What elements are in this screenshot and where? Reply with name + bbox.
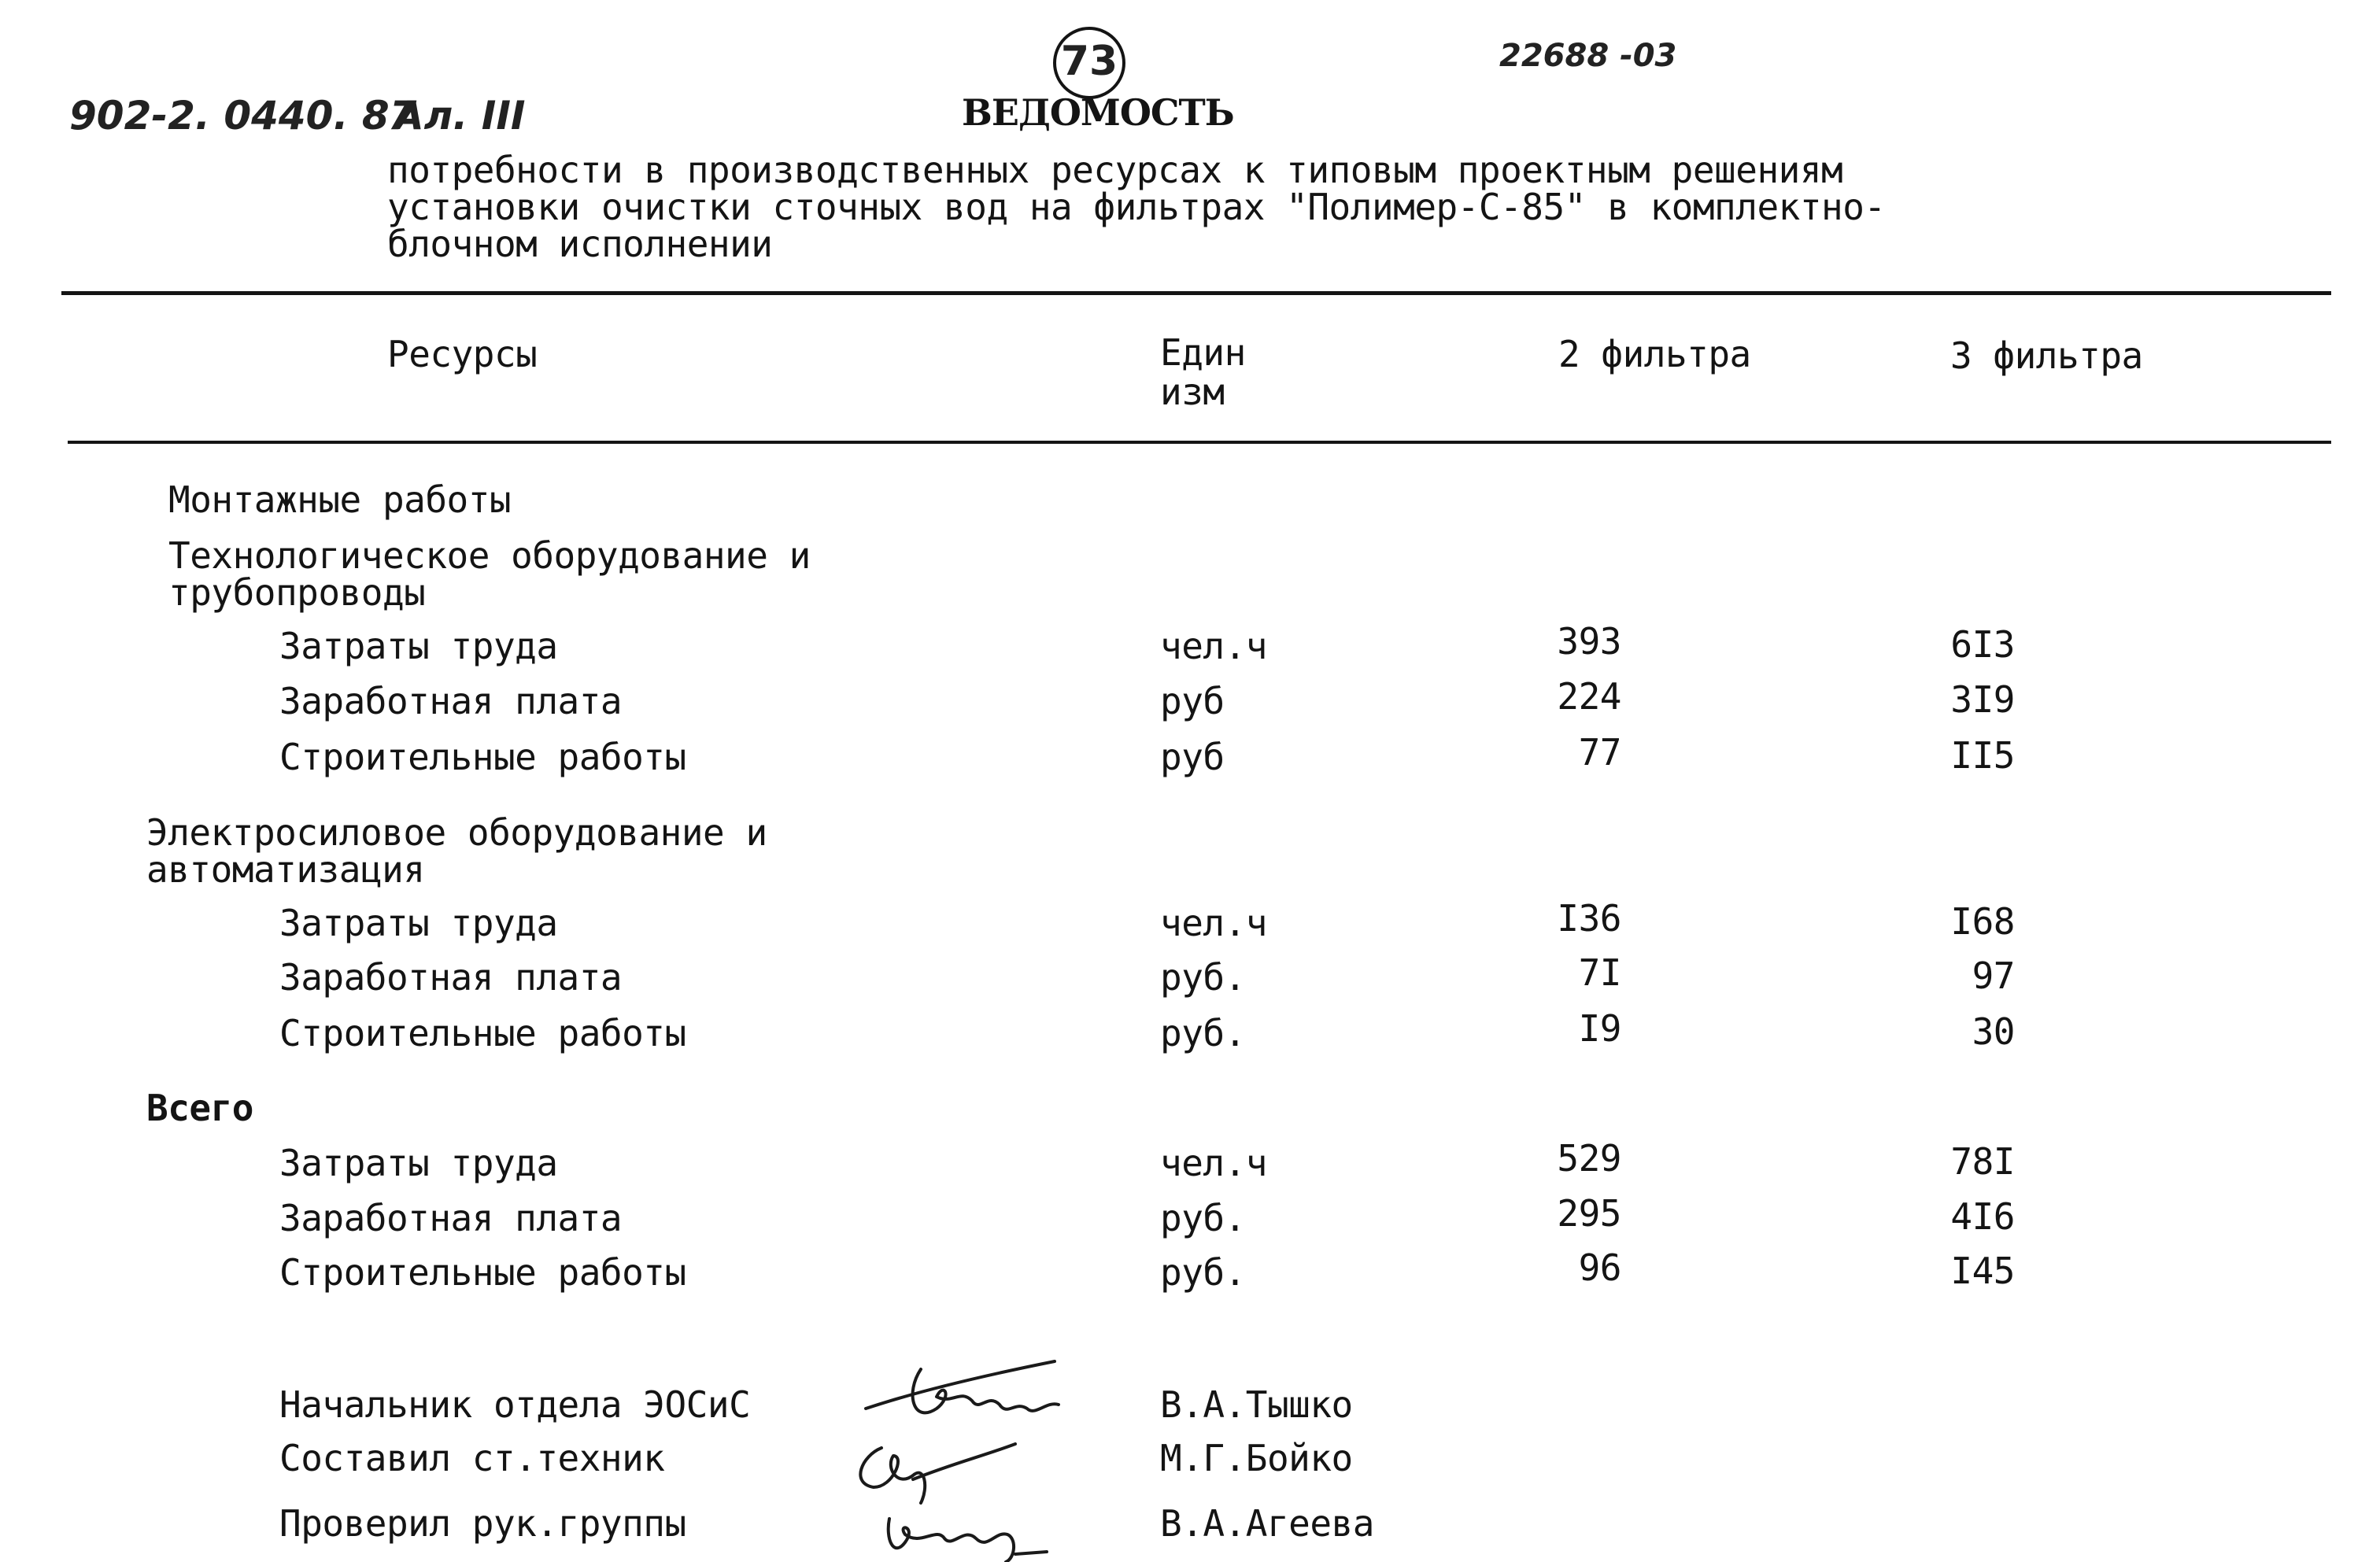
row-value-2-filters: 224 — [1557, 675, 1621, 718]
row-resource: Заработная плата — [279, 680, 623, 722]
row-resource: Затраты труда — [279, 625, 558, 667]
row-unit: руб. — [1160, 1251, 1246, 1294]
subtitle-line-1: потребности в производственных ресурсах к типовым проектным решениям — [387, 149, 1843, 191]
row-resource: Строительные работы — [279, 1251, 686, 1294]
row-value-2-filters: 295 — [1557, 1192, 1621, 1235]
row-unit: руб — [1160, 680, 1225, 722]
row-value-2-filters: 529 — [1557, 1137, 1621, 1180]
column-header-unit-line-1: Един — [1160, 331, 1246, 374]
row-value-3-filters: I68 — [1950, 900, 2015, 943]
signature-role-head: Начальник отдела ЭОСиС — [279, 1383, 751, 1426]
row-resource: Затраты труда — [279, 902, 558, 944]
section-title-tech-line-2: трубопроводы — [168, 571, 426, 614]
table-top-rule — [61, 291, 2331, 295]
signature-name-head: В.А.Тышко — [1160, 1383, 1353, 1426]
section-title-electric-line-2: автоматизация — [146, 848, 425, 891]
row-value-3-filters: 78I — [1950, 1140, 2015, 1183]
row-value-2-filters: 96 — [1578, 1246, 1621, 1289]
page-number: 73 — [1060, 38, 1118, 85]
section-title-tech-line-1: Технологическое оборудование и — [168, 534, 811, 577]
section-title-total: Всего — [146, 1087, 253, 1129]
row-value-3-filters: 4I6 — [1950, 1195, 2015, 1238]
row-value-3-filters: 97 — [1972, 955, 2015, 997]
column-header-unit-line-2: изм — [1160, 371, 1225, 413]
signature-role-compiled: Составил ст.техник — [279, 1437, 665, 1479]
row-value-2-filters: 77 — [1578, 731, 1621, 774]
row-resource: Строительные работы — [279, 736, 686, 778]
row-value-3-filters: 30 — [1972, 1010, 2015, 1053]
row-unit: чел.ч — [1160, 1142, 1267, 1184]
row-value-2-filters: I9 — [1578, 1007, 1621, 1050]
album-number: Ал. III — [394, 93, 526, 138]
signature-head-stroke — [866, 1361, 1055, 1409]
row-value-3-filters: 6I3 — [1950, 623, 2015, 666]
row-value-2-filters: 393 — [1557, 620, 1621, 663]
signature-role-checked: Проверил рук.группы — [279, 1502, 686, 1545]
page-title: ВЕДОМОСТЬ — [962, 91, 1234, 134]
subtitle-line-3: блочном исполнении — [387, 223, 773, 265]
section-title-installation: Монтажные работы — [168, 478, 512, 521]
inventory-number: 22688 -03 — [1499, 38, 1677, 74]
row-resource: Строительные работы — [279, 1012, 686, 1054]
row-unit: руб. — [1160, 1012, 1246, 1054]
row-value-3-filters: I45 — [1950, 1250, 2015, 1292]
signature-name-checked: В.А.Агеева — [1160, 1502, 1374, 1545]
column-header-resources: Ресурсы — [387, 333, 538, 375]
document-code: 902-2. 0440. 87 — [69, 93, 417, 138]
handwritten-signatures — [819, 1338, 1086, 1562]
row-unit: руб. — [1160, 956, 1246, 999]
row-resource: Заработная плата — [279, 956, 623, 999]
row-resource: Затраты труда — [279, 1142, 558, 1184]
column-header-3-filters: 3 фильтра — [1950, 334, 2143, 377]
signature-compiled-scribble — [860, 1444, 1015, 1503]
row-value-2-filters: 7I — [1578, 951, 1621, 994]
row-value-3-filters: II5 — [1950, 734, 2015, 777]
column-header-2-filters: 2 фильтра — [1558, 333, 1751, 375]
subtitle-line-2: установки очистки сточных вод на фильтрах "Полимер-С-85" в комплектно- — [387, 186, 1886, 228]
row-unit: чел.ч — [1160, 625, 1267, 667]
row-value-2-filters: I36 — [1557, 897, 1621, 940]
row-value-3-filters: 3I9 — [1950, 678, 2015, 721]
signature-name-compiled: М.Г.Бойко — [1160, 1437, 1353, 1479]
row-unit: руб. — [1160, 1197, 1246, 1239]
row-resource: Заработная плата — [279, 1197, 623, 1239]
row-unit: чел.ч — [1160, 902, 1267, 944]
section-title-electric-line-1: Электросиловое оборудование и — [146, 811, 767, 854]
signature-checked-scribble — [889, 1519, 1047, 1562]
row-unit: руб — [1160, 736, 1225, 778]
table-header-rule — [68, 441, 2331, 444]
